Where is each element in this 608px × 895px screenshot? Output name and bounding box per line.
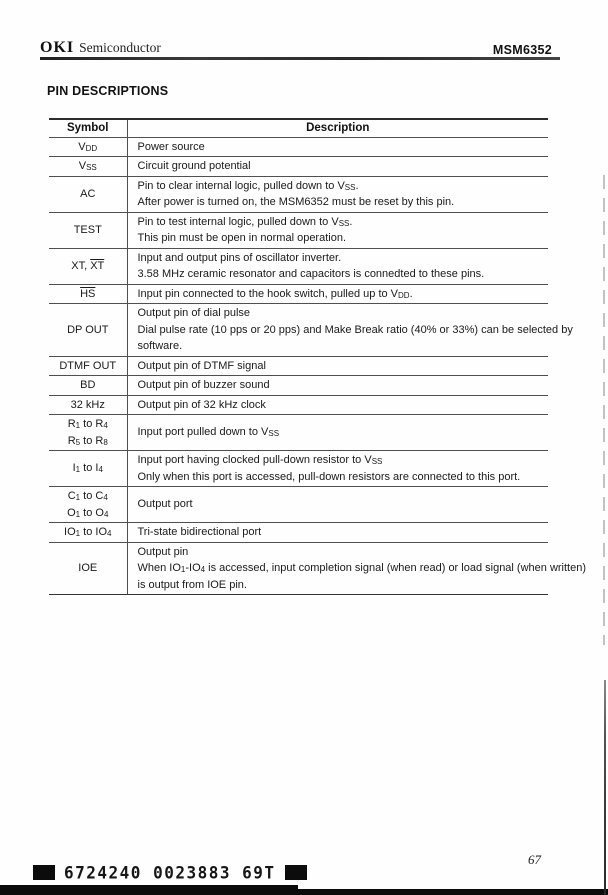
scan-artifact-line-dark bbox=[604, 680, 606, 895]
symbol-cell: $V_{SS}$ bbox=[49, 157, 127, 177]
barcode-right-square bbox=[285, 865, 307, 880]
table-row bbox=[49, 356, 548, 376]
table-row bbox=[49, 415, 548, 451]
description-cell: Output pin of DTMF signal bbox=[127, 356, 548, 376]
table-row bbox=[49, 487, 548, 523]
description-cell: Power source bbox=[127, 137, 548, 157]
table-row bbox=[49, 523, 548, 543]
barcode-block bbox=[33, 863, 307, 882]
table-row bbox=[49, 395, 548, 415]
symbol-cell: XT, $\overline{XT}$ bbox=[49, 248, 127, 284]
description-cell: Pin to clear internal logic, pulled down to $V_{SS}$. After power is turned on, the MSM6352 must be reset by this pin. bbox=[127, 176, 548, 212]
symbol-cell: $I_1$ to $I_4$ bbox=[49, 451, 127, 487]
description-cell: Pin to test internal logic, pulled down to $V_{SS}$. This pin must be open in normal operation. bbox=[127, 212, 548, 248]
table-row bbox=[49, 542, 548, 595]
page-header bbox=[40, 39, 560, 57]
symbol-cell: DTMF OUT bbox=[49, 356, 127, 376]
symbol-cell: $\overline{HS}$ bbox=[49, 284, 127, 304]
barcode-left-square bbox=[33, 865, 55, 880]
description-cell: Input pin connected to the hook switch, pulled up to $V_{DD}$. bbox=[127, 284, 548, 304]
symbol-cell: BD bbox=[49, 376, 127, 396]
page-title: PIN DESCRIPTIONS bbox=[47, 84, 169, 98]
bottom-scan-edge bbox=[0, 889, 608, 895]
symbol-column-header: Symbol bbox=[49, 119, 127, 137]
table-row bbox=[49, 212, 548, 248]
table-row bbox=[49, 137, 548, 157]
symbol-cell: TEST bbox=[49, 212, 127, 248]
description-cell: Tri-state bidirectional port bbox=[127, 523, 548, 543]
pin-table-body bbox=[49, 137, 587, 595]
product-name: MSM6352 bbox=[492, 43, 552, 57]
symbol-cell: $C_1$ to $C_4$ $O_1$ to $O_4$ bbox=[49, 487, 127, 523]
symbol-cell: 32 kHz bbox=[49, 395, 127, 415]
symbol-cell: IOE bbox=[49, 542, 127, 595]
oki-logo: OKI bbox=[40, 39, 75, 56]
description-cell: Output pin When $IO_1-IO_4$ is accessed, input completion signal (when read) or load signal (when written) is output from IOE pin. bbox=[127, 542, 548, 595]
pin-descriptions-table bbox=[49, 118, 587, 595]
description-cell: Circuit ground potential bbox=[127, 157, 548, 177]
description-cell: Output port bbox=[127, 487, 548, 523]
symbol-cell: $IO_1$ to $IO_4$ bbox=[49, 523, 127, 543]
description-cell: Input port having clocked pull-down resistor to $V_{SS}$ Only when this port is accessed, pull-down resistors are connected to this port. bbox=[127, 451, 548, 487]
barcode-text: 6724240 0023883 69T bbox=[64, 862, 276, 883]
table-row bbox=[49, 176, 548, 212]
description-cell: Input and output pins of oscillator inverter. 3.58 MHz ceramic resonator and capacitors is connedted to these pins. bbox=[127, 248, 548, 284]
table-row bbox=[49, 304, 548, 357]
description-cell: Output pin of buzzer sound bbox=[127, 376, 548, 396]
symbol-cell: $V_{DD}$ bbox=[49, 137, 127, 157]
page-number: 67 bbox=[528, 852, 541, 867]
header-rule bbox=[40, 57, 560, 60]
table-row bbox=[49, 284, 548, 304]
description-cell: Output pin of dial pulse Dial pulse rate (10 pps or 20 pps) and Make Break ratio (40% or 33%) can be selected by software. bbox=[127, 304, 548, 357]
table-row bbox=[49, 157, 548, 177]
division-name: Semiconductor bbox=[79, 40, 161, 55]
table-row bbox=[49, 376, 548, 396]
table-header-row bbox=[49, 119, 548, 137]
scan-artifact-line-light bbox=[603, 175, 605, 645]
description-cell: Output pin of 32 kHz clock bbox=[127, 395, 548, 415]
table-row bbox=[49, 248, 548, 284]
symbol-cell: AC bbox=[49, 176, 127, 212]
symbol-cell: $R_1$ to $R_4$ $R_5$ to $R_8$ bbox=[49, 415, 127, 451]
description-column-header: Description bbox=[127, 119, 548, 137]
symbol-cell: DP OUT bbox=[49, 304, 127, 357]
table-row bbox=[49, 451, 548, 487]
description-cell: Input port pulled down to $V_{SS}$ bbox=[127, 415, 548, 451]
